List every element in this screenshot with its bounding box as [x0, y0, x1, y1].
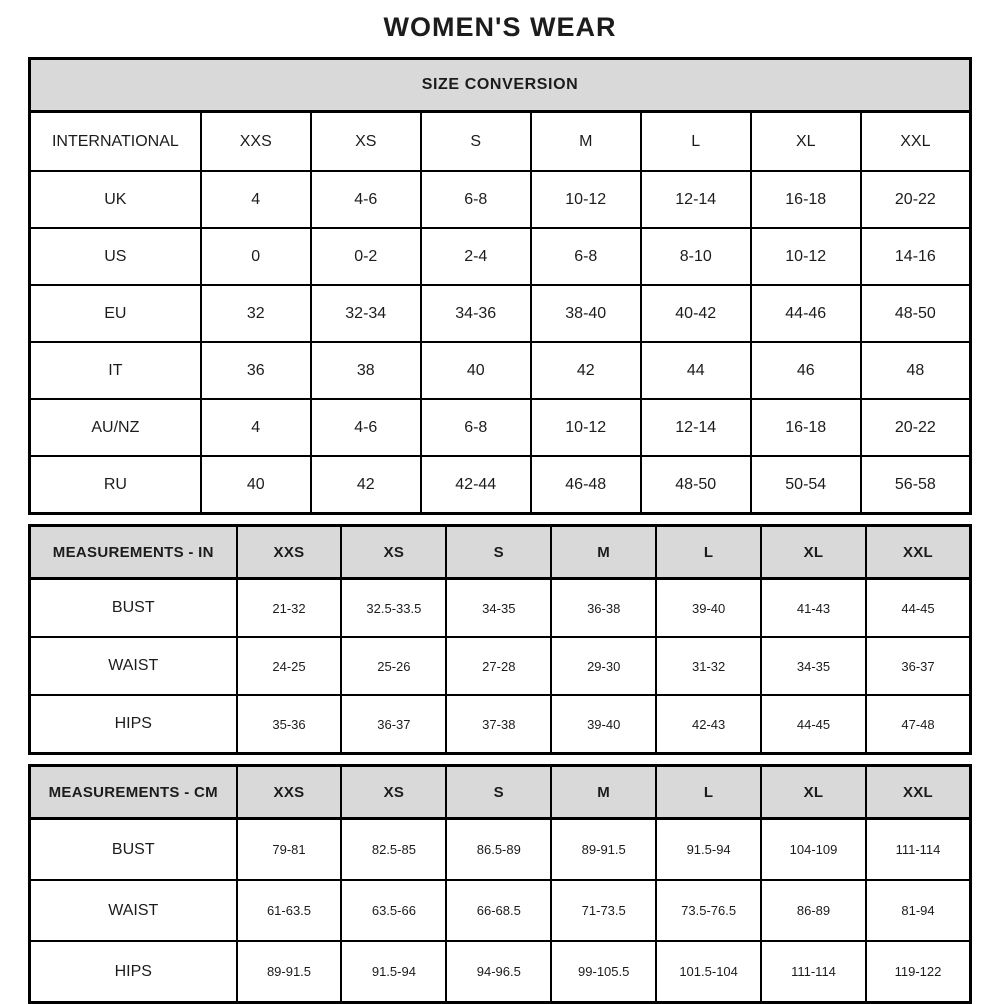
measurement-cell: 89-91.5	[551, 819, 656, 881]
table-row	[30, 399, 971, 456]
measurement-label: HIPS	[30, 695, 237, 754]
measurement-cell: 119-122	[866, 941, 971, 1003]
size-cell: 0-2	[311, 228, 421, 285]
measurement-cell: 63.5-66	[341, 880, 446, 941]
size-cell: 42	[531, 342, 641, 399]
size-column-header: S	[446, 766, 551, 819]
measurement-cell: 41-43	[761, 579, 866, 638]
column-header-size: XL	[751, 112, 861, 172]
table-row	[30, 941, 971, 1003]
size-cell: 10-12	[531, 171, 641, 228]
column-header-international: INTERNATIONAL	[30, 112, 201, 172]
size-conversion-banner-row	[30, 59, 971, 112]
size-cell: 36	[201, 342, 311, 399]
size-cell: 4-6	[311, 399, 421, 456]
size-cell: 2-4	[421, 228, 531, 285]
measurement-cell: 24-25	[237, 637, 342, 695]
size-conversion-column-row	[30, 112, 971, 172]
region-label: IT	[30, 342, 201, 399]
table-row	[30, 637, 971, 695]
table-row	[30, 285, 971, 342]
measurement-cell: 86-89	[761, 880, 866, 941]
measurement-cell: 81-94	[866, 880, 971, 941]
measurement-label: WAIST	[30, 637, 237, 695]
measurement-cell: 21-32	[237, 579, 342, 638]
column-header-size: S	[421, 112, 531, 172]
measurement-cell: 66-68.5	[446, 880, 551, 941]
size-cell: 4	[201, 171, 311, 228]
size-cell: 48-50	[641, 456, 751, 514]
size-cell: 32-34	[311, 285, 421, 342]
measurement-cell: 44-45	[761, 695, 866, 754]
size-cell: 8-10	[641, 228, 751, 285]
size-cell: 46	[751, 342, 861, 399]
table-row	[30, 695, 971, 754]
measurement-cell: 36-37	[341, 695, 446, 754]
region-label: UK	[30, 171, 201, 228]
size-column-header: M	[551, 766, 656, 819]
size-cell: 48	[861, 342, 971, 399]
size-cell: 4	[201, 399, 311, 456]
measurement-cell: 111-114	[761, 941, 866, 1003]
measurement-cell: 94-96.5	[446, 941, 551, 1003]
measurement-cell: 37-38	[446, 695, 551, 754]
measurements-unit-header: MEASUREMENTS - CM	[30, 766, 237, 819]
measurement-cell: 35-36	[237, 695, 342, 754]
measurement-cell: 111-114	[866, 819, 971, 881]
size-cell: 42	[311, 456, 421, 514]
size-cell: 0	[201, 228, 311, 285]
size-column-header: XS	[341, 766, 446, 819]
size-column-header: XXS	[237, 766, 342, 819]
size-cell: 6-8	[421, 399, 531, 456]
measurement-cell: 86.5-89	[446, 819, 551, 881]
measurement-cell: 25-26	[341, 637, 446, 695]
measurement-cell: 39-40	[656, 579, 761, 638]
measurement-label: BUST	[30, 579, 237, 638]
measurement-cell: 32.5-33.5	[341, 579, 446, 638]
size-column-header: XL	[761, 526, 866, 579]
measurement-label: WAIST	[30, 880, 237, 941]
size-cell: 40	[421, 342, 531, 399]
size-cell: 6-8	[421, 171, 531, 228]
measurement-cell: 73.5-76.5	[656, 880, 761, 941]
column-header-size: L	[641, 112, 751, 172]
size-cell: 20-22	[861, 399, 971, 456]
measurement-label: HIPS	[30, 941, 237, 1003]
measurement-cell: 82.5-85	[341, 819, 446, 881]
measurements-cm-table	[28, 764, 972, 1004]
size-column-header: M	[551, 526, 656, 579]
measurement-cell: 91.5-94	[341, 941, 446, 1003]
measurements-cm-header-row	[30, 766, 971, 819]
measurement-cell: 71-73.5	[551, 880, 656, 941]
measurements-in-table	[28, 524, 972, 755]
measurement-cell: 89-91.5	[237, 941, 342, 1003]
page-title: WOMEN'S WEAR	[383, 12, 617, 42]
measurement-cell: 79-81	[237, 819, 342, 881]
measurement-cell: 101.5-104	[656, 941, 761, 1003]
measurement-cell: 31-32	[656, 637, 761, 695]
measurements-unit-header: MEASUREMENTS - IN	[30, 526, 237, 579]
table-row	[30, 579, 971, 638]
size-cell: 12-14	[641, 171, 751, 228]
size-column-header: XS	[341, 526, 446, 579]
size-cell: 48-50	[861, 285, 971, 342]
measurement-cell: 39-40	[551, 695, 656, 754]
size-cell: 16-18	[751, 399, 861, 456]
size-column-header: S	[446, 526, 551, 579]
size-cell: 32	[201, 285, 311, 342]
table-row	[30, 228, 971, 285]
measurement-cell: 36-38	[551, 579, 656, 638]
size-cell: 34-36	[421, 285, 531, 342]
size-column-header: L	[656, 766, 761, 819]
table-row	[30, 819, 971, 881]
size-conversion-header: SIZE CONVERSION	[30, 59, 971, 112]
size-column-header: XXL	[866, 526, 971, 579]
region-label: AU/NZ	[30, 399, 201, 456]
size-conversion-table	[28, 57, 972, 515]
measurement-cell: 29-30	[551, 637, 656, 695]
measurement-cell: 104-109	[761, 819, 866, 881]
size-cell: 40	[201, 456, 311, 514]
measurement-cell: 34-35	[761, 637, 866, 695]
size-column-header: XXL	[866, 766, 971, 819]
size-column-header: XXS	[237, 526, 342, 579]
size-cell: 38-40	[531, 285, 641, 342]
size-cell: 44-46	[751, 285, 861, 342]
measurement-cell: 34-35	[446, 579, 551, 638]
size-column-header: XL	[761, 766, 866, 819]
column-header-size: XXL	[861, 112, 971, 172]
measurement-label: BUST	[30, 819, 237, 881]
size-cell: 6-8	[531, 228, 641, 285]
region-label: RU	[30, 456, 201, 514]
size-cell: 10-12	[531, 399, 641, 456]
column-header-size: XXS	[201, 112, 311, 172]
table-row	[30, 880, 971, 941]
measurement-cell: 99-105.5	[551, 941, 656, 1003]
measurement-cell: 27-28	[446, 637, 551, 695]
size-cell: 20-22	[861, 171, 971, 228]
region-label: US	[30, 228, 201, 285]
column-header-size: XS	[311, 112, 421, 172]
measurement-cell: 47-48	[866, 695, 971, 754]
measurement-cell: 36-37	[866, 637, 971, 695]
measurement-cell: 91.5-94	[656, 819, 761, 881]
region-label: EU	[30, 285, 201, 342]
size-cell: 42-44	[421, 456, 531, 514]
measurement-cell: 44-45	[866, 579, 971, 638]
table-row	[30, 171, 971, 228]
size-column-header: L	[656, 526, 761, 579]
table-row	[30, 342, 971, 399]
size-cell: 56-58	[861, 456, 971, 514]
measurement-cell: 42-43	[656, 695, 761, 754]
measurement-cell: 61-63.5	[237, 880, 342, 941]
size-cell: 40-42	[641, 285, 751, 342]
measurements-in-header-row	[30, 526, 971, 579]
size-cell: 50-54	[751, 456, 861, 514]
size-cell: 10-12	[751, 228, 861, 285]
size-cell: 12-14	[641, 399, 751, 456]
size-cell: 16-18	[751, 171, 861, 228]
size-cell: 44	[641, 342, 751, 399]
size-cell: 46-48	[531, 456, 641, 514]
column-header-size: M	[531, 112, 641, 172]
table-row	[30, 456, 971, 514]
size-cell: 14-16	[861, 228, 971, 285]
size-cell: 38	[311, 342, 421, 399]
size-cell: 4-6	[311, 171, 421, 228]
